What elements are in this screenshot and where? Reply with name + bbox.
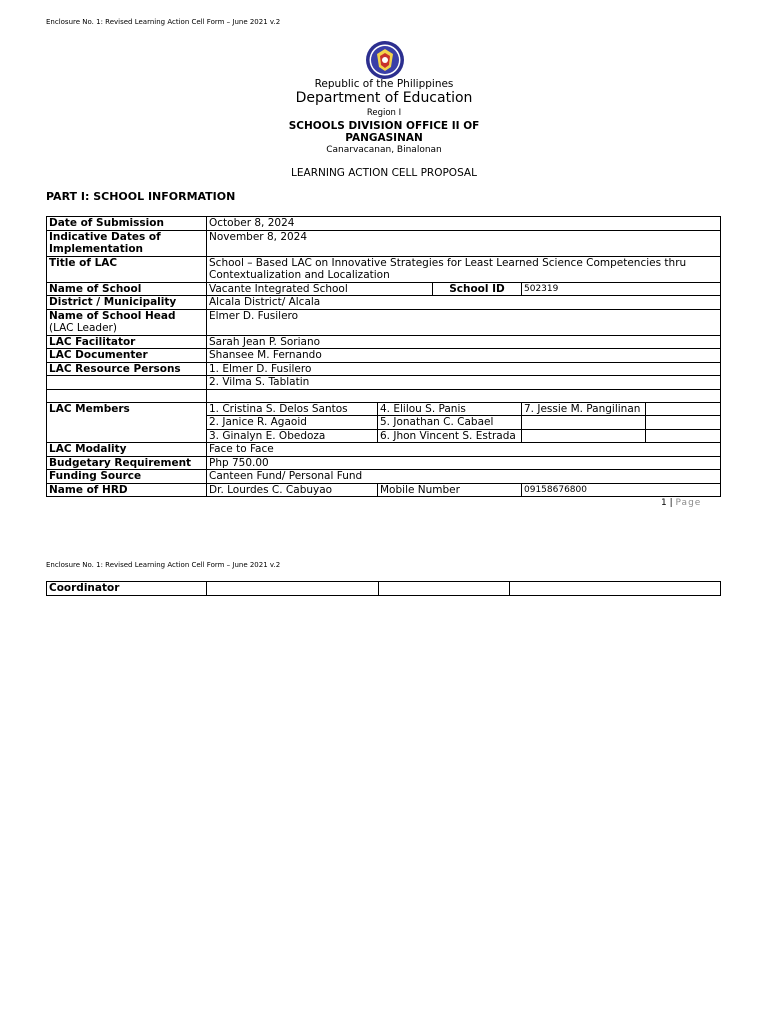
table-row <box>47 483 721 497</box>
mobile-value: 09158676800 <box>522 483 721 497</box>
enclosure-header: Enclosure No. 1: Revised Learning Action Cell Form – June 2021 v.2 <box>46 18 281 26</box>
members-label: LAC Members <box>47 402 207 443</box>
documenter-label: LAC Documenter <box>47 349 207 363</box>
mobile-label: Mobile Number <box>378 483 522 497</box>
division-office <box>0 120 768 144</box>
page-number <box>661 498 701 508</box>
member-cell: 4. Elilou S. Panis <box>378 402 522 416</box>
page-separator: | <box>669 498 673 508</box>
member-cell <box>522 429 646 443</box>
division-line-2: PANGASINAN <box>345 132 423 144</box>
empty-cell <box>646 416 721 430</box>
table-row <box>47 309 721 335</box>
table-row <box>47 296 721 310</box>
funding-value: Canteen Fund/ Personal Fund <box>207 470 721 484</box>
school-information-table <box>46 216 721 497</box>
table-row <box>47 349 721 363</box>
table-row <box>47 362 721 376</box>
member-cell: 2. Janice R. Agaoid <box>207 416 378 430</box>
part-title: PART I: SCHOOL INFORMATION <box>46 190 236 203</box>
member-cell: 7. Jessie M. Pangilinan <box>522 402 646 416</box>
member-cell: 1. Cristina S. Delos Santos <box>207 402 378 416</box>
table-row <box>47 582 721 596</box>
facilitator-label: LAC Facilitator <box>47 335 207 349</box>
school-id-value: 502319 <box>522 282 721 296</box>
table-row <box>47 470 721 484</box>
resource-1: 1. Elmer D. Fusilero <box>207 362 721 376</box>
coordinator-label: Coordinator <box>47 582 207 596</box>
date-label: Date of Submission <box>47 217 207 231</box>
table-row <box>47 443 721 457</box>
table-row <box>47 402 721 416</box>
head-value: Elmer D. Fusilero <box>207 309 721 335</box>
empty-cell <box>646 429 721 443</box>
table-row <box>47 230 721 256</box>
member-cell: 5. Jonathan C. Cabael <box>378 416 522 430</box>
department-title: Department of Education <box>295 90 473 106</box>
proposal-title: LEARNING ACTION CELL PROPOSAL <box>291 167 477 179</box>
region-text: Region I <box>366 108 402 118</box>
district-value: Alcala District/ Alcala <box>207 296 721 310</box>
impl-label <box>47 230 207 256</box>
funding-label: Funding Source <box>47 470 207 484</box>
member-cell: 6. Jhon Vincent S. Estrada <box>378 429 522 443</box>
school-label: Name of School <box>47 282 207 296</box>
table-row <box>47 256 721 282</box>
table-row <box>47 389 721 402</box>
table-row <box>47 335 721 349</box>
head-label-line: Name of School Head <box>49 309 176 322</box>
empty-cell <box>47 389 207 402</box>
table-row <box>47 456 721 470</box>
school-value: Vacante Integrated School <box>207 282 433 296</box>
impl-label-line-2: Implementation <box>49 243 144 255</box>
division-address: Canarvacanan, Binalonan <box>326 145 442 155</box>
modality-label: LAC Modality <box>47 443 207 457</box>
division-line-1: SCHOOLS DIVISION OFFICE II OF <box>288 120 480 132</box>
member-cell <box>522 416 646 430</box>
budget-label: Budgetary Requirement <box>47 456 207 470</box>
hrd-value: Dr. Lourdes C. Cabuyao <box>207 483 378 497</box>
enclosure-header-page-2: Enclosure No. 1: Revised Learning Action Cell Form – June 2021 v.2 <box>46 561 281 569</box>
empty-cell <box>207 582 379 596</box>
table-row <box>47 282 721 296</box>
documenter-value: Shansee M. Fernando <box>207 349 721 363</box>
date-value: October 8, 2024 <box>207 217 721 231</box>
school-id-label: School ID <box>433 282 522 296</box>
hrd-label: Name of HRD <box>47 483 207 497</box>
page-number-value: 1 <box>661 498 667 508</box>
empty-cell <box>510 582 721 596</box>
title-value: School – Based LAC on Innovative Strategies for Least Learned Science Competencies thru Contextualization and Localization <box>207 256 721 282</box>
empty-cell <box>379 582 510 596</box>
table-row <box>47 376 721 390</box>
empty-cell <box>646 402 721 416</box>
impl-value: November 8, 2024 <box>207 230 721 256</box>
member-cell: 3. Ginalyn E. Obedoza <box>207 429 378 443</box>
head-sublabel: (LAC Leader) <box>49 322 117 334</box>
head-label <box>47 309 207 335</box>
coordinator-table <box>46 581 721 596</box>
impl-label-line-1: Indicative Dates of <box>49 230 161 243</box>
budget-value: Php 750.00 <box>207 456 721 470</box>
facilitator-value: Sarah Jean P. Soriano <box>207 335 721 349</box>
empty-cell <box>47 376 207 390</box>
page-word: Page <box>675 498 702 508</box>
empty-cell <box>207 389 721 402</box>
modality-value: Face to Face <box>207 443 721 457</box>
district-label: District / Municipality <box>47 296 207 310</box>
title-label: Title of LAC <box>47 256 207 282</box>
resource-2: 2. Vilma S. Tablatin <box>207 376 721 390</box>
resource-label: LAC Resource Persons <box>47 362 207 376</box>
table-row <box>47 217 721 231</box>
republic-text: Republic of the Philippines <box>314 78 454 90</box>
deped-seal-icon <box>365 40 405 80</box>
